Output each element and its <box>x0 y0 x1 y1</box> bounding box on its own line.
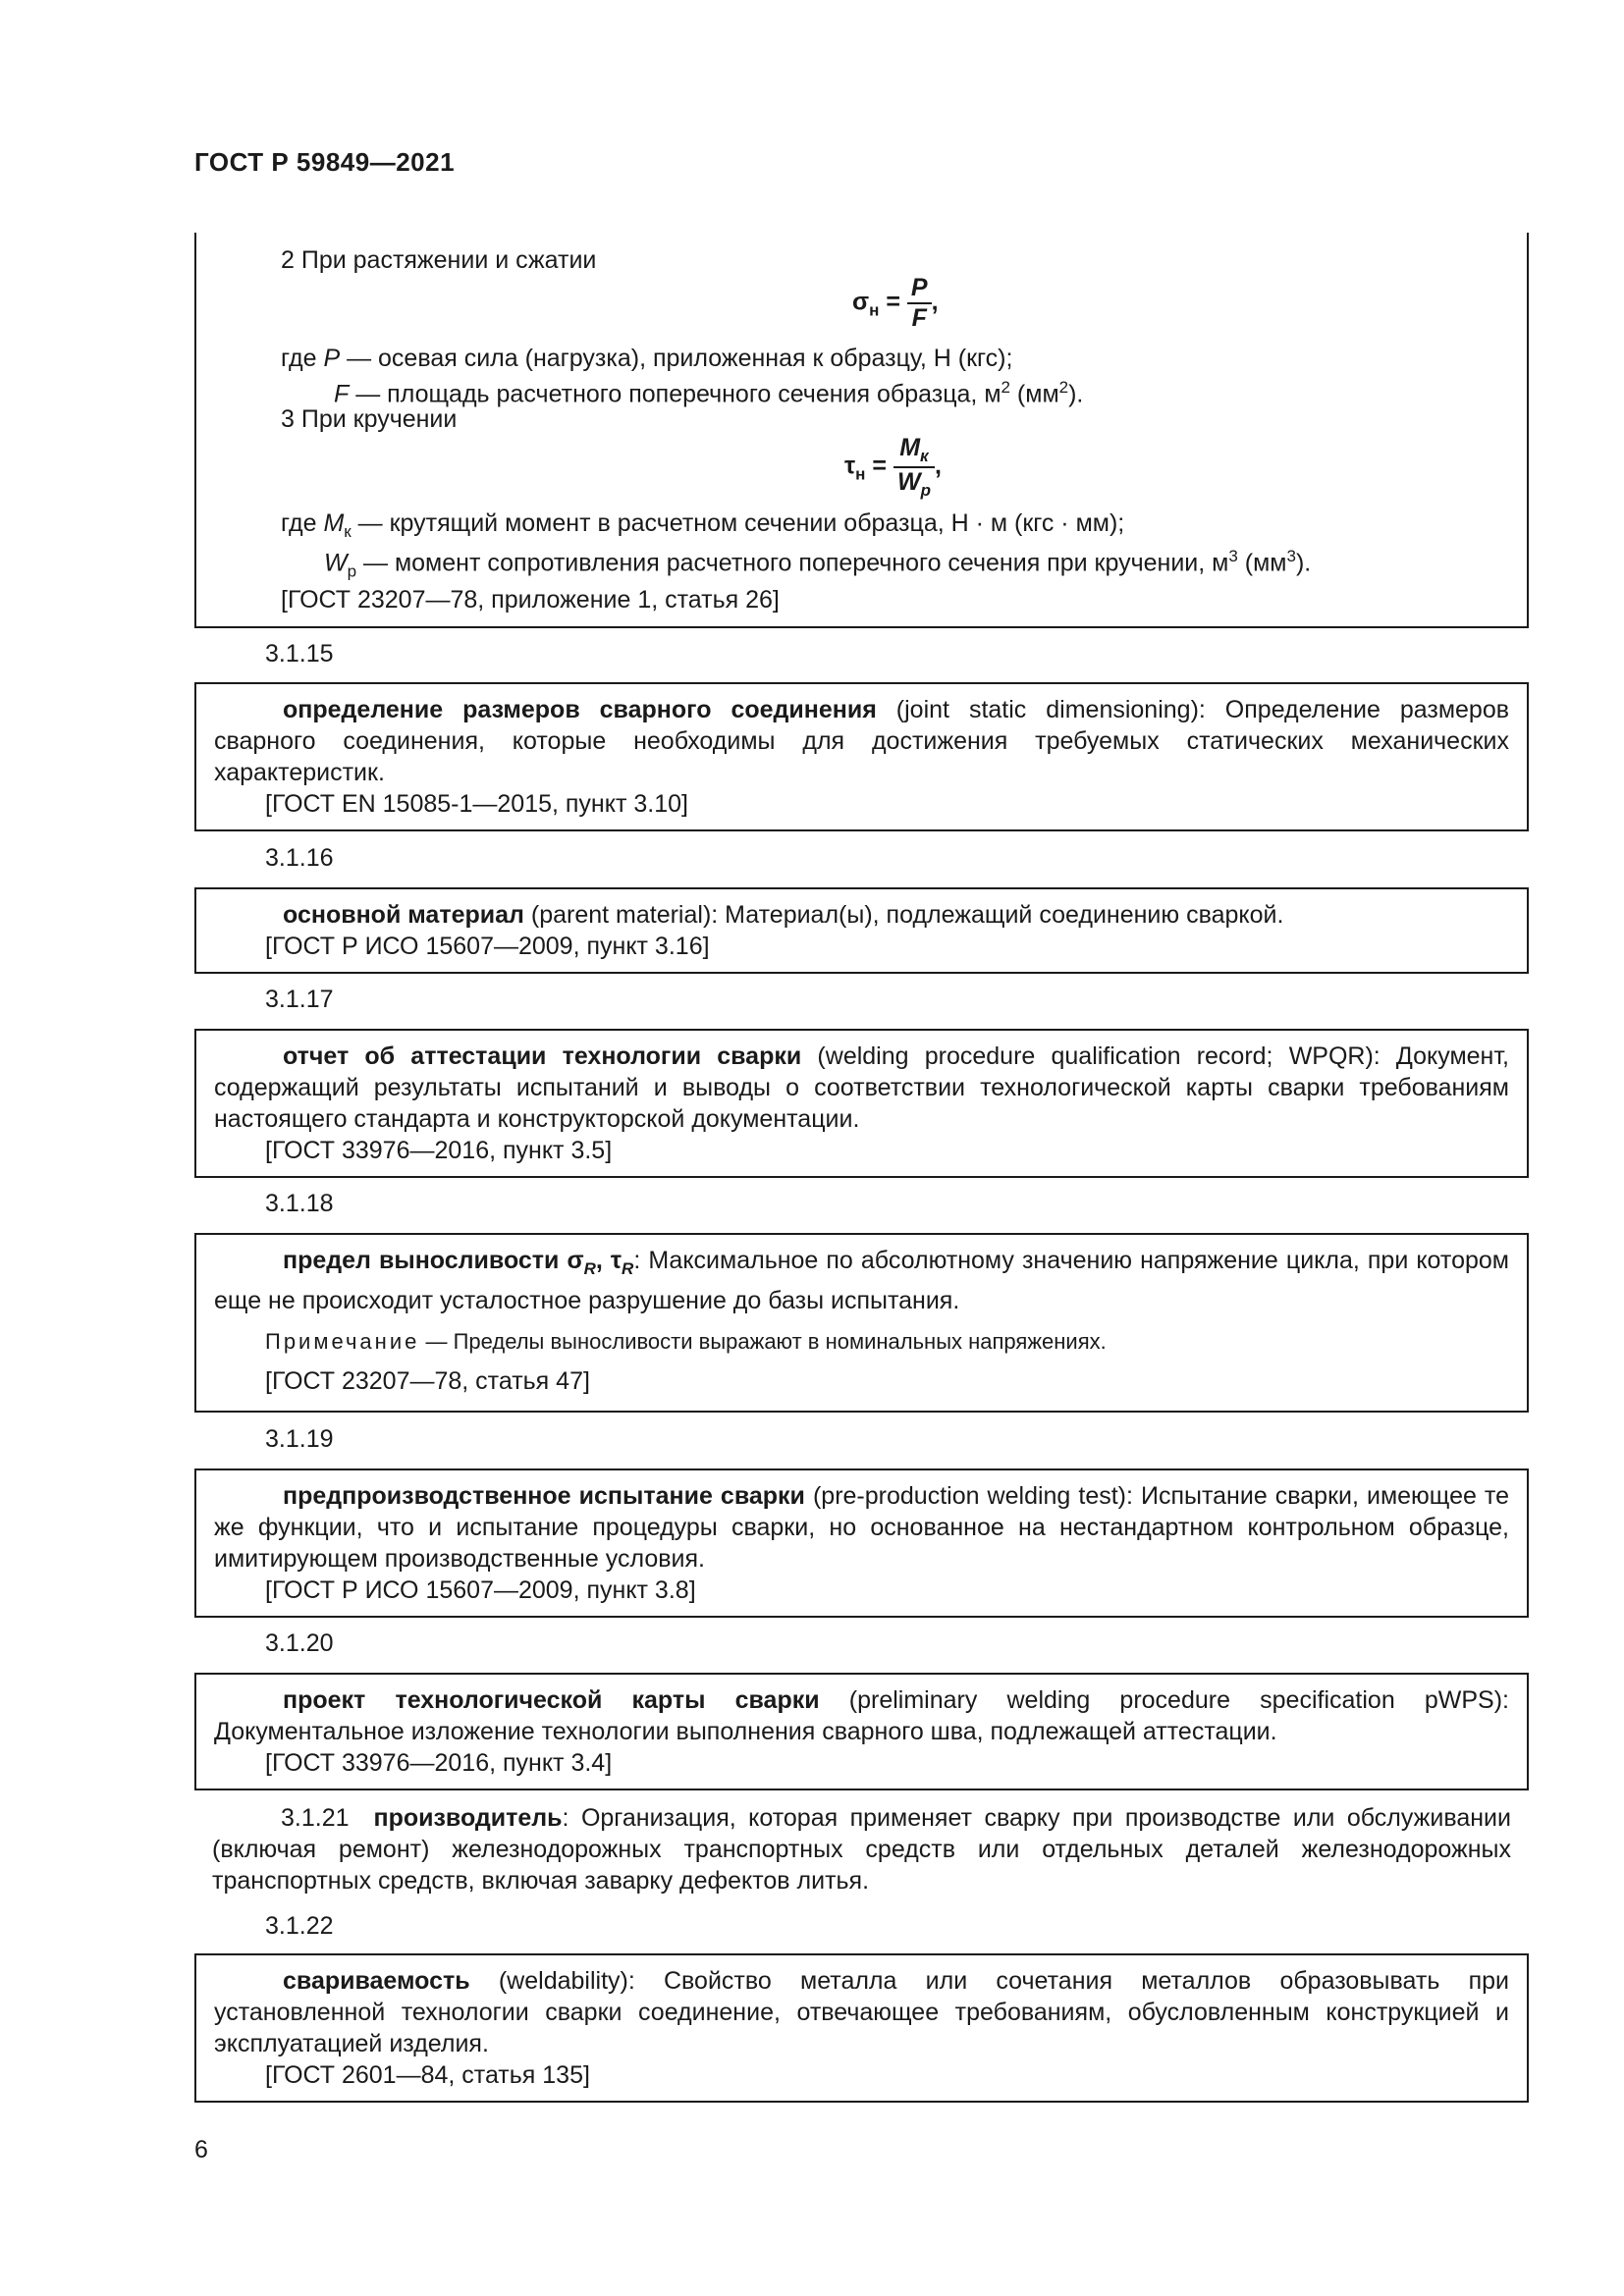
where-w-line: $W_p$ — момент сопротивления расчетного поперечного сечения при кручении, $м^3$ $(мм^3)$. <box>324 547 1312 581</box>
definition-text: определение размеров сварного соединения (joint static dimensioning): Определение размеров сварного соединения, которые необходимы для достижения требуемых статических механических характеристик. <box>214 696 1510 786</box>
source-reference: [ГОСТ EN 15085-1—2015, пункт 3.10] <box>265 790 688 818</box>
definition-text: основной материал (parent material): Материал(ы), подлежащий соединению сваркой. <box>283 901 1284 929</box>
definition-text: предел выносливости $\sigma_R$, $\tau_R$: Максимальное по абсолютному значению напряжение цикла, при котором еще не происходит усталостное разрушение до базы испытания. <box>214 1247 1509 1314</box>
source-reference: [ГОСТ 23207—78, приложение 1, статья 26] <box>281 586 780 614</box>
definition-3-1-21: 3.1.21 производитель: Организация, которая применяет сварку при производстве или обслуживании (включая ремонт) железнодорожных транспортных средств или отдельных деталей железнодорожных транспортных средств, включая заварку дефектов литья. <box>212 1804 1511 1895</box>
entry-number-3-1-19: 3.1.19 <box>265 1425 334 1453</box>
definition-box-3-1-14-continued <box>194 233 1529 628</box>
definition-box-3-1-22 <box>194 1953 1529 2103</box>
note: Примечание — Пределы выносливости выражают в номинальных напряжениях. <box>265 1329 1107 1354</box>
definition-box-3-1-15 <box>194 682 1529 831</box>
page-number: 6 <box>194 2136 208 2163</box>
definition-box-3-1-16 <box>194 887 1529 974</box>
source-reference: [ГОСТ 33976—2016, пункт 3.4] <box>265 1749 613 1777</box>
term-manufacturer: производитель <box>373 1804 563 1832</box>
definition-text: проект технологической карты сварки (preliminary welding procedure specification pWPS): Документальное изложение технологии выполнения сварного шва, подлежащей аттестации. <box>214 1686 1509 1745</box>
document-header: ГОСТ Р 59849—2021 <box>194 147 456 177</box>
entry-number-3-1-18: 3.1.18 <box>265 1190 334 1217</box>
source-reference: [ГОСТ Р ИСО 15607—2009, пункт 3.8] <box>265 1576 696 1604</box>
entry-number-3-1-16: 3.1.16 <box>265 844 334 872</box>
where-p-line: где P — осевая сила (нагрузка), приложенная к образцу, Н (кгс); <box>281 345 1013 372</box>
definition-text: свариваемость (weldability): Свойство металла или сочетания металлов образовывать при установленной технологии сварки соединение, отвечающее требованиям, обусловленным конструкцией и эксплуатацией изделия. <box>214 1967 1509 2057</box>
entry-number-3-1-21: 3.1.21 <box>281 1804 350 1832</box>
item-2-title: 2 При растяжении и сжатии <box>281 246 597 274</box>
where-m-line: где $M_к$ — крутящий момент в расчетном сечении образца, Н · м (кгс · мм); <box>281 509 1125 541</box>
entry-number-3-1-17: 3.1.17 <box>265 986 334 1013</box>
definition-box-3-1-17 <box>194 1029 1529 1178</box>
entry-number-3-1-20: 3.1.20 <box>265 1629 334 1657</box>
source-reference: [ГОСТ Р ИСО 15607—2009, пункт 3.16] <box>265 933 710 960</box>
where-f-line: F — площадь расчетного поперечного сечения образца, $м^2$ $(мм^2)$. <box>334 378 1084 408</box>
source-reference: [ГОСТ 23207—78, статья 47] <box>265 1367 590 1395</box>
formula-tension: $\sigma_н$ = $\frac{P}{F}$ , <box>852 274 939 332</box>
entry-number-3-1-15: 3.1.15 <box>265 640 334 667</box>
item-3-title: 3 При кручении <box>281 405 458 433</box>
source-reference: [ГОСТ 2601—84, статья 135] <box>265 2061 590 2089</box>
definition-box-3-1-19 <box>194 1468 1529 1618</box>
definition-text: отчет об аттестации технологии сварки (welding procedure qualification record; WPQR): Документ, содержащий результаты испытаний и выводы о соответствии технологической карты сварки требованиям настоящего стандарта и конструкторской документации. <box>214 1042 1509 1133</box>
formula-torsion: $\tau_н$ = $\frac{M_к}{W_p}$ , <box>844 434 942 500</box>
definition-box-3-1-18 <box>194 1233 1529 1413</box>
definition-text: предпроизводственное испытание сварки (pre-production welding test): Испытание сварки, имеющее те же функции, что и испытание процедуры сварки, но основанное на нестандартном контрольном образце, имитирующем производственные условия. <box>214 1482 1510 1573</box>
source-reference: [ГОСТ 33976—2016, пункт 3.5] <box>265 1137 613 1164</box>
definition-box-3-1-20 <box>194 1673 1529 1790</box>
entry-number-3-1-22: 3.1.22 <box>265 1912 334 1940</box>
